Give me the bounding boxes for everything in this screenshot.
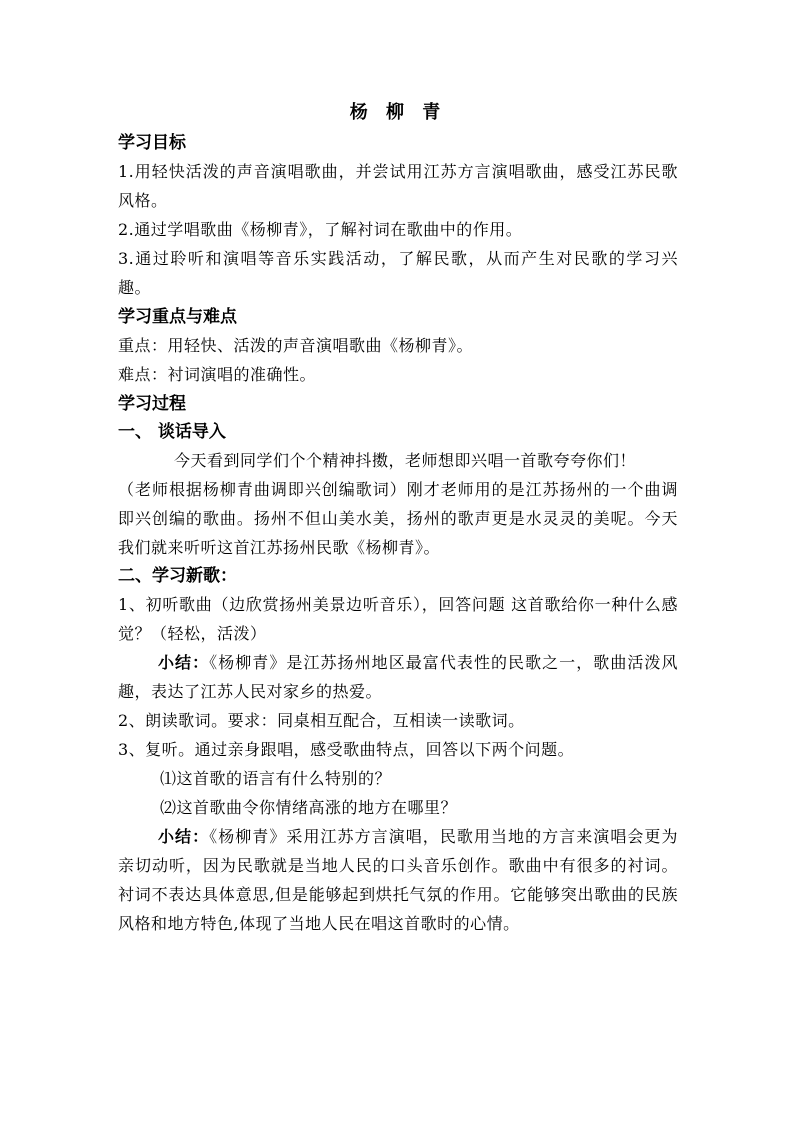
focus-heading: 学习重点与难点 [118,307,237,327]
summary-paragraph [118,822,678,938]
step-item: 2、朗读歌词。要求：同桌相互配合，互相读一读歌词。 [118,711,525,730]
part1-paragraph: （老师根据杨柳青曲调即兴创编歌词）刚才老师用的是江苏扬州的一个曲调即兴创编的歌曲。扬州不但山美水美，扬州的歌声更是水灵灵的美呢。今天我们就来听听这首江苏扬州民歌《杨柳青》。 [118,480,678,557]
objective-item: 1.用轻快活泼的声音演唱歌曲，并尝试用江苏方言演唱歌曲，感受江苏民歌风格。 [118,162,678,210]
process-heading: 学习过程 [118,394,186,414]
document-title: 杨 柳 青 [349,102,447,123]
question-item: ⑴这首歌的语言有什么特别的？ [160,769,392,788]
objective-item: 2.通过学唱歌曲《杨柳青》，了解衬词在歌曲中的作用。 [118,220,523,239]
summary-paragraph [118,648,678,706]
document-page [118,98,678,938]
part2-heading: 二、学习新歌： [118,566,237,586]
part1-paragraph: 今天看到同学们个个精神抖擞，老师想即兴唱一首歌夸夸你们！ [174,451,637,470]
summary-text: 《杨柳青》是江苏扬州地区最富代表性的民歌之一，歌曲活泼风趣，表达了江苏人民对家乡的热爱。 [118,653,678,701]
key-point: 重点：用轻快、活泼的声音演唱歌曲《杨柳青》。 [118,336,474,355]
step-item: 1、初听歌曲（边欣赏扬州美景边听音乐），回答问题 这首歌给你一种什么感觉？（轻松，活泼） [118,595,678,643]
objectives-heading: 学习目标 [118,133,186,153]
question-item: ⑵这首歌曲令你情绪高涨的地方在哪里？ [160,798,458,817]
difficulty-point: 难点：衬词演唱的准确性。 [118,365,317,384]
objective-item: 3.通过聆听和演唱等音乐实践活动，了解民歌，从而产生对民歌的学习兴趣。 [118,249,678,297]
part1-heading: 一、 谈话导入 [118,422,226,442]
summary-label: 小结： [158,827,210,846]
step-item: 3、复听。通过亲身跟唱，感受歌曲特点，回答以下两个问题。 [118,740,575,759]
summary-text: 《杨柳青》采用江苏方言演唱，民歌用当地的方言来演唱会更为亲切动听，因为民歌就是当地人民的口头音乐创作。歌曲中有很多的衬词。衬词不表达具体意思,但是能够起到烘托气氛的作用。它能够突出歌曲的民族风格和地方特色,体现了当地人民在唱这首歌时的心情。 [118,827,678,933]
summary-label: 小结： [158,653,210,672]
